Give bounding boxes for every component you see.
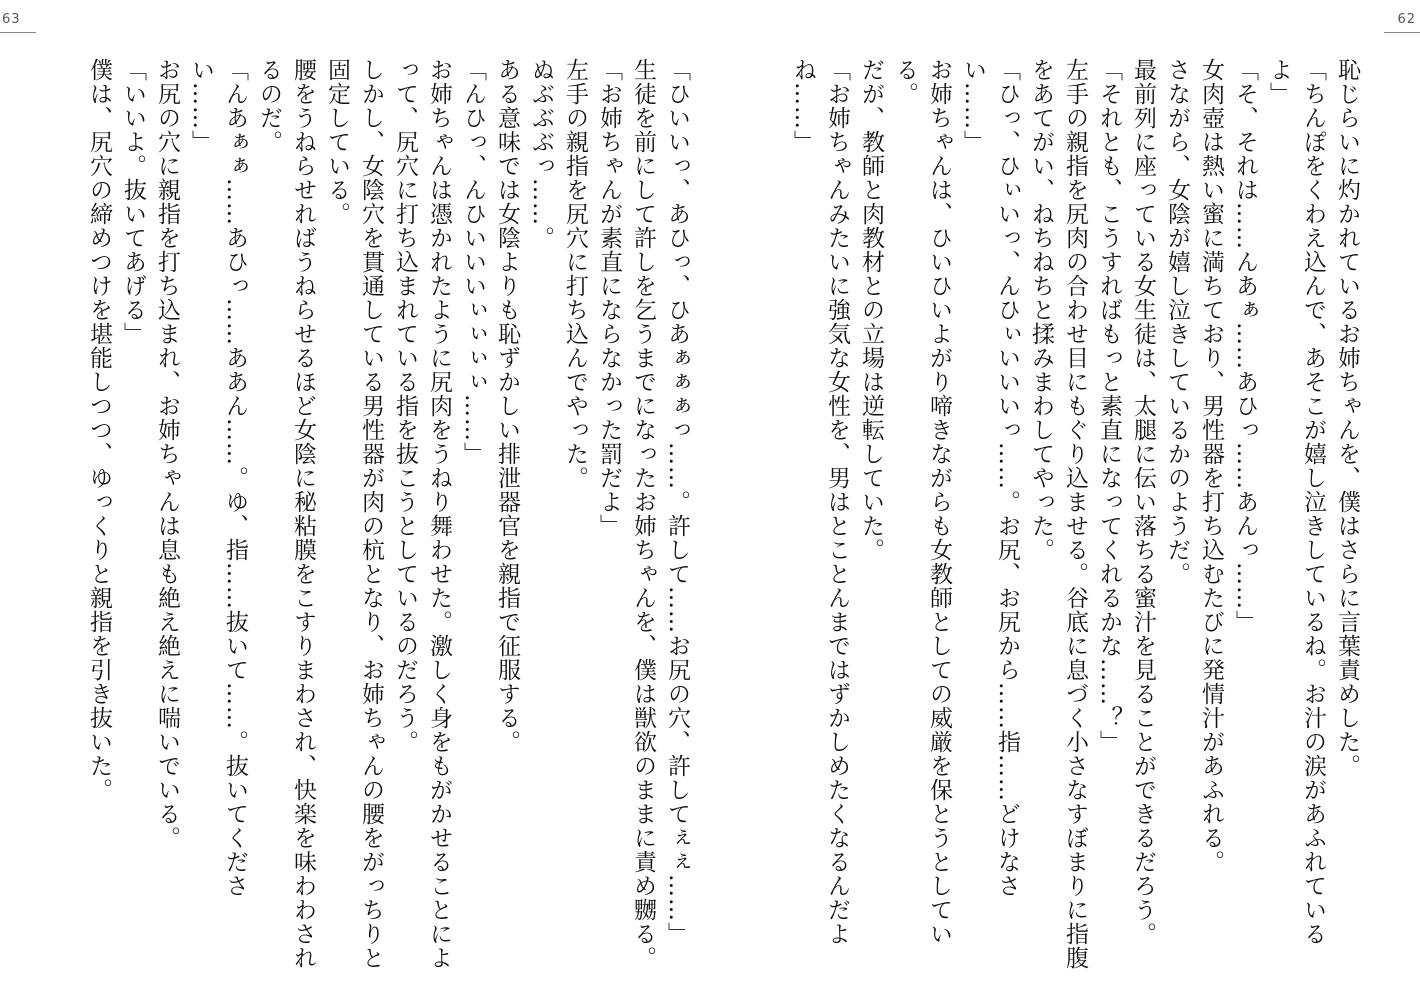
page-number-rule-right	[1384, 32, 1420, 33]
page-number-right: 62	[1397, 12, 1416, 27]
vertical-body-text-left: 「ひいいっ、あひっ、ひあぁぁぁっ……。許して……お尻の穴、許してぇぇ……」 生徒を前にして許しを乞うまでになったお姉ちゃんを、僕は獣欲のままに責め嬲る。 「お姉ちゃんが素直にならなかった罰だよ」 左手の親指を尻穴に打ち込んでやった。 ぬぶぶぶっ……。 ある意味では女陰よりも恥ずかしい排泄器官を親指で征服する。 「んひっ、んひいいいぃぃぃぃ……」 お姉ちゃんは憑かれたように尻肉をうねり舞わせた。激しく身をもがかせることによって、尻穴に打ち込まれている指を抜こうとしているのだろう。 しかし、女陰穴を貫通している男性器が肉の杭となり、お姉ちゃんの腰をがっちりと固定している。 腰をうねらせればうねらせるほど女陰に秘粘膜をこすりまわされ、快楽を味わわされるのだ。 「んあぁぁ……あひっ……ああん……。ゆ、指……抜いて……。抜いてください……」 お尻の穴に親指を打ち込まれ、お姉ちゃんは息も絶え絶えに喘いでいる。 「いいよ。抜いてあげる」 僕は、尻穴の締めつけを堪能しつつ、ゆっくりと親指を引き抜いた。	[86, 58, 690, 970]
vertical-body-text-right: 恥じらいに灼かれているお姉ちゃんを、僕はさらに言葉責めした。 「ちんぽをくわえ込んで、あそこが嬉し泣きしているね。お汁の涙があふれているよ」 「そ、それは……んあぁ……あひっ……あんっ……」 女肉壺は熱い蜜に満ちており、男性器を打ち込むたびに発情汁があふれる。 さながら、女陰が嬉し泣きしているかのようだ。 最前列に座っている女生徒は、太腿に伝い落ちる蜜汁を見ることができるだろう。 「それとも、こうすればもっと素直になってくれるかな……？」 左手の親指を尻肉の合わせ目にもぐり込ませる。谷底に息づく小さなすぼまりに指腹をあてがい、ねちねちと揉みまわしてやった。 「ひっ、ひぃいっ、んひぃいいいっ……。お尻、お尻から……指……どけなさい……」 お姉ちゃんは、ひいひいよがり啼きながらも女教師としての威厳を保とうとしている。 だが、教師と肉教材との立場は逆転していた。 「お姉ちゃんみたいに強気な女性を、男はとことんまではずかしめたくなるんだよね……」	[790, 58, 1360, 970]
page-number-rule-left	[0, 32, 36, 33]
page-number-left: 63	[2, 12, 21, 27]
right-page	[710, 0, 1420, 1000]
